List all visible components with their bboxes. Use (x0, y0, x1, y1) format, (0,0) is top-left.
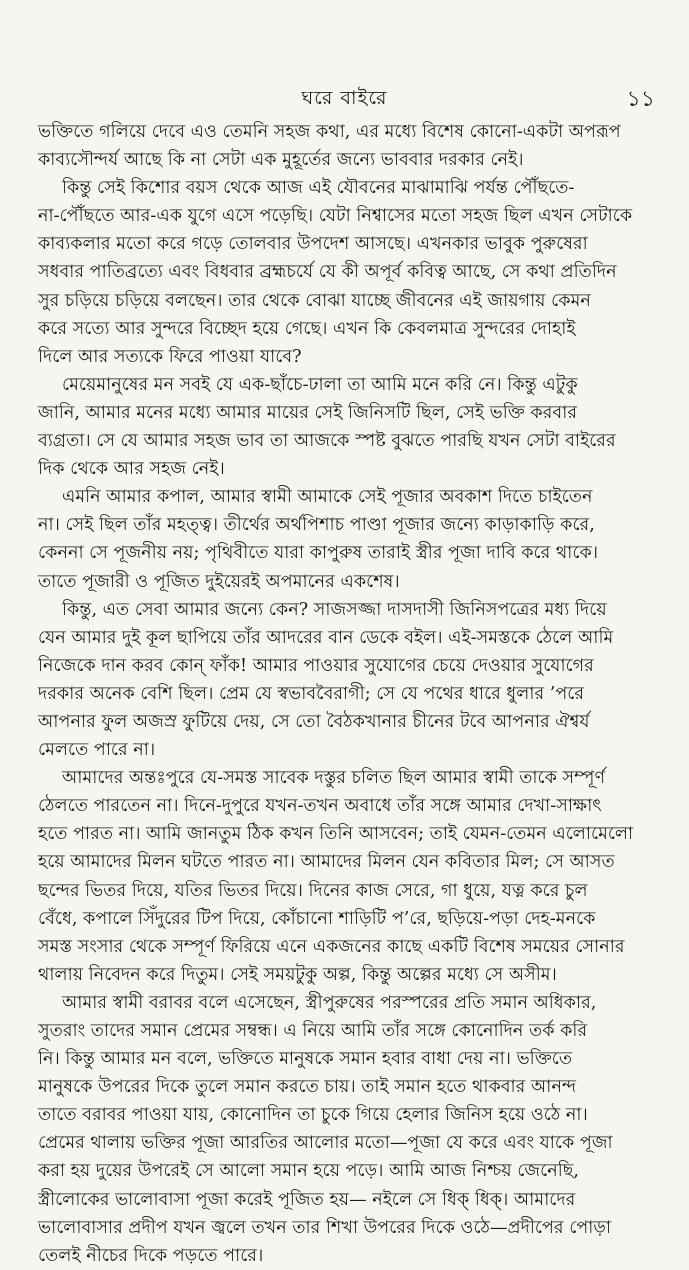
text-line: সুর চড়িয়ে চড়িয়ে বলছেন। তার থেকে বোঝা যাচ্ছে জীবনের এই জায়গায় কেমন (38, 290, 591, 311)
text-line: সুতরাং তাদের সমান প্রেমের সম্বন্ধ। এ নিয়ে আমি তাঁর সঙ্গে কোনোদিন তর্ক করি (38, 1021, 588, 1041)
paragraph (38, 596, 656, 765)
text-line: কিন্তু, এত সেবা আমার জন্যে কেন? সাজসজ্জা দাসদাসী জিনিসপত্রের মধ্য দিয়ে (62, 599, 607, 620)
body-text (38, 118, 656, 1270)
page-header (0, 84, 689, 114)
text-line: কাব্যসৌন্দর্য আছে কি না সেটা এক মুহূর্তের জন্যে ভাববার দরকার নেই। (38, 150, 524, 171)
text-line: মেলতে পারে না। (38, 740, 156, 761)
text-line: দরকার অনেক বেশি ছিল। প্রেম যে স্বভাববৈরাগী; সে যে পথের ধারে ধুলার ’পরে (38, 683, 585, 704)
text-line: ছন্দের ভিতর দিয়ে, যতির ভিতর দিয়ে। দিনের কাজ সেরে, গা ধুয়ে, যত্ন করে চুল (38, 880, 588, 901)
page-number: ১১ (626, 87, 655, 112)
text-line: না। সেই ছিল তাঁর মহত্ত্ব। তীর্থের অর্থপিশাচ পাণ্ডা পূজার জন্যে কাড়াকাড়ি করে, (38, 515, 595, 536)
text-line: করে সত্যে আর সুন্দরে বিচ্ছেদ হয়ে গেছে। এখন কি কেবলমাত্র সুন্দরের দোহাই (38, 318, 576, 339)
text-line: হতে পারত না। আমি জানতুম ঠিক কখন তিনি আসবেন; তাই যেমন-তেমন এলোমেলো (38, 824, 634, 845)
text-line: ব্যগ্রতা। সে যে আমার সহজ ভাব তা আজকে স্পষ্ট বুঝতে পারছি যখন সেটা বাইরের (38, 431, 616, 452)
text-line: ঠেলতে পারতেন না। দিনে-দুপুরে যখন-তখন অবাধে তাঁর সঙ্গে আমার দেখা-সাক্ষাৎ (38, 796, 602, 817)
text-line: মানুষকে উপরের দিকে তুলে সমান করতে চায়। তাই সমান হতে থাকবার আনন্দ (38, 1077, 577, 1098)
text-line: প্রেমের থালায় ভক্তির পূজা আরতির আলোর মতো—পূজা যে করে এবং যাকে পূজা (38, 1133, 613, 1154)
text-line: দিক থেকে আর সহজ নেই। (38, 459, 225, 480)
text-line: সমস্ত সংসার থেকে সম্পূর্ণ ফিরিয়ে এনে একজনের কাছে একটি বিশেষ সময়ের সোনার (38, 936, 625, 957)
text-line: কিন্তু সেই কিশোর বয়স থেকে আজ এই যৌবনের মাঝামাঝি পর্যন্ত পৌঁছতে- (62, 178, 575, 199)
text-line: মেয়েমানুষের মন সবই যে এক-ছাঁচে-ঢালা তা আমি মনে করি নে। কিন্তু এটুকু (62, 374, 578, 395)
paragraph (38, 989, 656, 1270)
text-line: থালায় নিবেদন করে দিতুম। সেই সময়টুকু অল্প, কিন্তু অল্পের মধ্যে সে অসীম। (38, 964, 557, 985)
text-line: না-পৌঁছতে আর-এক যুগে এসে পড়েছি। যেটা নিশ্বাসের মতো সহজ ছিল এখন সেটাকে (38, 206, 633, 227)
paragraph (38, 483, 656, 595)
text-line: আমার স্বামী বরাবর বলে এসেছেন, স্ত্রীপুরুষের পরস্পরের প্রতি সমান অধিকার, (62, 992, 597, 1013)
paragraph (38, 174, 656, 371)
text-line: তাতে পূজারী ও পূজিত দুইয়েরই অপমানের একশেষ। (38, 571, 400, 592)
text-line: নি। কিন্তু আমার মন বলে, ভক্তিতে মানুষকে সমান হবার বাধা দেয় না। ভক্তিতে (38, 1049, 573, 1070)
text-line: কেননা সে পূজনীয় নয়; পৃথিবীতে যারা কাপুরুষ তারাই স্ত্রীর পূজা দাবি করে থাকে। (38, 543, 599, 564)
text-line: করা হয় দুয়ের উপরেই সে আলো সমান হয়ে পড়ে। আমি আজ নিশ্চয় জেনেছি, (38, 1161, 579, 1182)
text-line: তাতে বরাবর পাওয়া যায়, কোনোদিন তা চুকে গিয়ে হেলার জিনিস হয়ে ওঠে না। (38, 1105, 588, 1126)
text-line: সধবার পাতিব্রত্যে এবং বিধবার ব্রহ্মচর্যে যে কী অপূর্ব কবিত্ব আছে, সে কথা প্রতিদিন (38, 262, 617, 283)
paragraph (38, 118, 656, 174)
text-line: আপনার ফুল অজস্র ফুটিয়ে দেয়, সে তো বৈঠকখানার চীনের টবে আপনার ঐশ্বর্য (38, 711, 590, 732)
running-title: ঘরে বাইরে (301, 87, 388, 109)
text-line: দিলে আর সত্যকে ফিরে পাওয়া যাবে? (38, 346, 302, 367)
text-line: আমাদের অন্তঃপুরে যে-সমস্ত সাবেক দস্তুর চলিত ছিল আমার স্বামী তাকে সম্পূর্ণ (62, 768, 606, 789)
text-line: স্ত্রীলোকের ভালোবাসা পূজা করেই পূজিত হয়— নইলে সে ধিক্ ধিক্। আমাদের (38, 1189, 576, 1210)
text-line: নিজেকে দান করব কোন্ ফাঁক! আমার পাওয়ার সুযোগের চেয়ে দেওয়ার সুযোগের (38, 655, 594, 676)
text-line: তেলই নীচের দিকে পড়তে পারে। (38, 1245, 264, 1266)
text-line: হয়ে আমাদের মিলন ঘটতে পারত না। আমাদের মিলন যেন কবিতার মিল; সে আসত (38, 852, 615, 873)
text-line: কাব্যকলার মতো করে গড়ে তোলবার উপদেশ আসছে। এখনকার ভাবুক পুরুষেরা (38, 234, 588, 255)
paragraph (38, 371, 656, 483)
text-line: জানি, আমার মনের মধ্যে আমার মায়ের সেই জিনিসটি ছিল, সেই ভক্তি করবার (38, 402, 577, 423)
text-line: ভালোবাসার প্রদীপ যখন জ্বলে তখন তার শিখা উপরের দিকে ওঠে—প্রদীপের পোড়া (38, 1217, 612, 1238)
text-line: বেঁধে, কপালে সিঁদুরের টিপ দিয়ে, কোঁচানো শাড়িটি প’রে, ছড়িয়ে-পড়া দেহ-মনকে (38, 908, 596, 929)
text-line: এমনি আমার কপাল, আমার স্বামী আমাকে সেই পূজার অবকাশ দিতে চাইতেন (62, 487, 593, 508)
paragraph (38, 764, 656, 989)
text-line: যেন আমার দুই কূল ছাপিয়ে তাঁর আদরের বান ডেকে বইল। এই-সমস্তকে ঠেলে আমি (38, 627, 614, 648)
text-line: ভক্তিতে গলিয়ে দেবে এও তেমনি সহজ কথা, এর মধ্যে বিশেষ কোনো-একটা অপরূপ (38, 122, 621, 142)
